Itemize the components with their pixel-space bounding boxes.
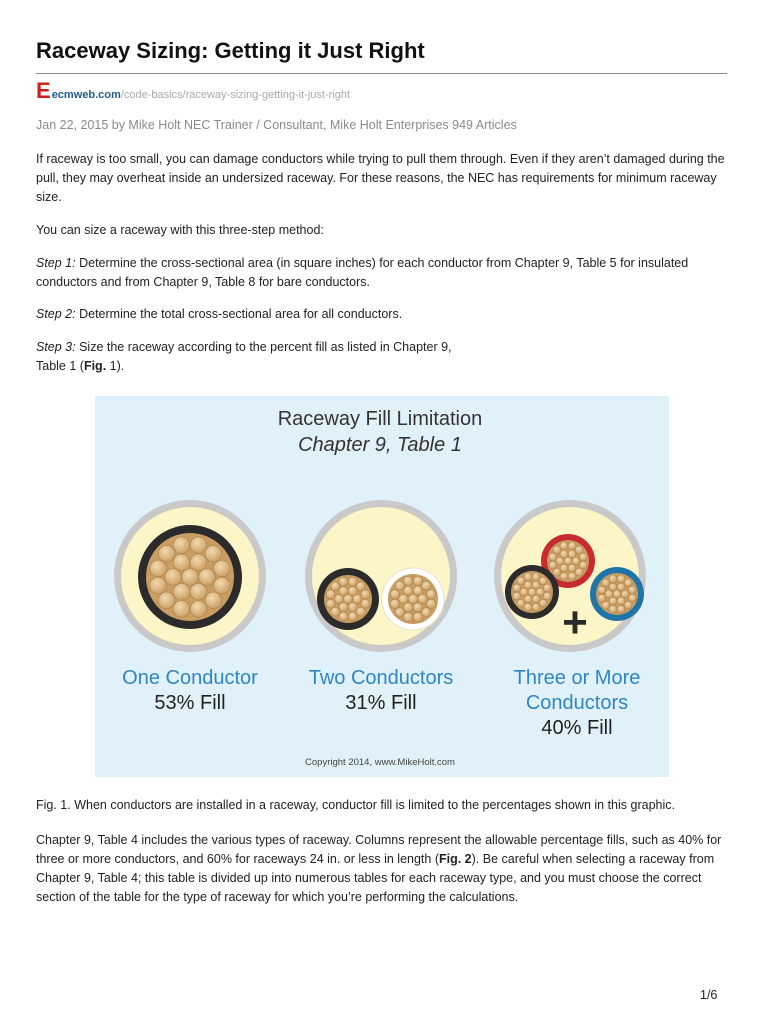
raceway-two-conductors bbox=[305, 500, 457, 652]
page-number: 1/6 bbox=[700, 988, 718, 1002]
method-paragraph: You can size a raceway with this three-step method: bbox=[36, 223, 324, 237]
conductor-strands bbox=[146, 533, 234, 621]
conductor-strands bbox=[324, 575, 372, 623]
table4-paragraph bbox=[36, 831, 732, 907]
ecmweb-logo: E bbox=[36, 78, 51, 103]
raceway-fill-figure bbox=[95, 396, 669, 777]
article-meta: Jan 22, 2015 by Mike Holt NEC Trainer / Consultant, Mike Holt Enterprises 949 Articles bbox=[36, 118, 517, 132]
three-conductors-label-line1: Three or More bbox=[513, 667, 641, 689]
step-2-label: Step 2: bbox=[36, 307, 76, 321]
table4-text-b: ). Be careful when selecting a raceway from Chapter 9, Table 4; this table is divided up into numerous tables for each raceway type, and you must choose the correct section of the table for the type of raceway for which you’re performing the calculations. bbox=[36, 852, 715, 904]
three-conductors-fill: 40% Fill bbox=[541, 717, 613, 739]
conductor-strands bbox=[388, 574, 438, 624]
one-conductor-label: One Conductor bbox=[122, 667, 258, 689]
step-3-text-end: 1). bbox=[106, 359, 125, 373]
step-1-label: Step 1: bbox=[36, 256, 76, 270]
article-title: Raceway Sizing: Getting it Just Right bbox=[36, 38, 425, 63]
title-divider bbox=[36, 73, 727, 74]
step-3-text-cont: Table 1 ( bbox=[36, 359, 84, 373]
two-conductors-label: Two Conductors bbox=[308, 667, 454, 689]
table4-text-a: Chapter 9, Table 4 includes the various types of raceway. Columns represent the allowable percentage fills, such as 40% for three or more conductors, and 60% for raceways 24 in. or less in length ( bbox=[36, 833, 722, 866]
conductor-strands bbox=[511, 571, 553, 613]
raceway-one-conductor bbox=[114, 500, 266, 652]
step-2-text: Determine the total cross-sectional area for all conductors. bbox=[75, 307, 403, 321]
three-conductors-label-line2: Conductors bbox=[525, 692, 629, 714]
step-3-paragraph bbox=[36, 338, 732, 376]
step-3-label: Step 3: bbox=[36, 340, 76, 354]
source-domain[interactable]: ecmweb.com bbox=[51, 89, 121, 101]
source-link[interactable] bbox=[36, 78, 351, 103]
step-3-fig-ref: Fig. bbox=[83, 359, 107, 373]
source-path[interactable]: /code-basics/raceway-sizing-getting-it-just-right bbox=[120, 89, 351, 101]
plus-icon: + bbox=[562, 598, 588, 647]
figure-copyright: Copyright 2014, www.MikeHolt.com bbox=[305, 757, 455, 768]
step-1-paragraph bbox=[36, 254, 732, 292]
one-conductor-fill: 53% Fill bbox=[154, 692, 226, 714]
figure-title: Raceway Fill Limitation bbox=[277, 408, 483, 430]
figure-caption: Fig. 1. When conductors are installed in a raceway, conductor fill is limited to the percentages shown in this graphic. bbox=[36, 798, 675, 812]
figure-subtitle: Chapter 9, Table 1 bbox=[298, 434, 462, 456]
two-conductors-fill: 31% Fill bbox=[345, 692, 417, 714]
raceway-three-conductors bbox=[494, 500, 646, 652]
step-3-text: Size the raceway according to the percent fill as listed in Chapter 9, bbox=[75, 340, 452, 354]
fig-2-ref: Fig. 2 bbox=[438, 852, 472, 866]
step-2-paragraph bbox=[36, 305, 732, 324]
step-1-text: Determine the cross-sectional area (in square inches) for each conductor from Chapter 9, Table 5 for insulated conductors and from Chapter 9, Table 8 for bare conductors. bbox=[36, 256, 689, 289]
intro-paragraph: If raceway is too small, you can damage conductors while trying to pull them through. Even if they aren’t damaged during the pull, they may overheat inside an undersized raceway. For these reasons, the NEC has requirements for minimum raceway size. bbox=[36, 152, 725, 204]
conductor-strands bbox=[596, 573, 638, 615]
